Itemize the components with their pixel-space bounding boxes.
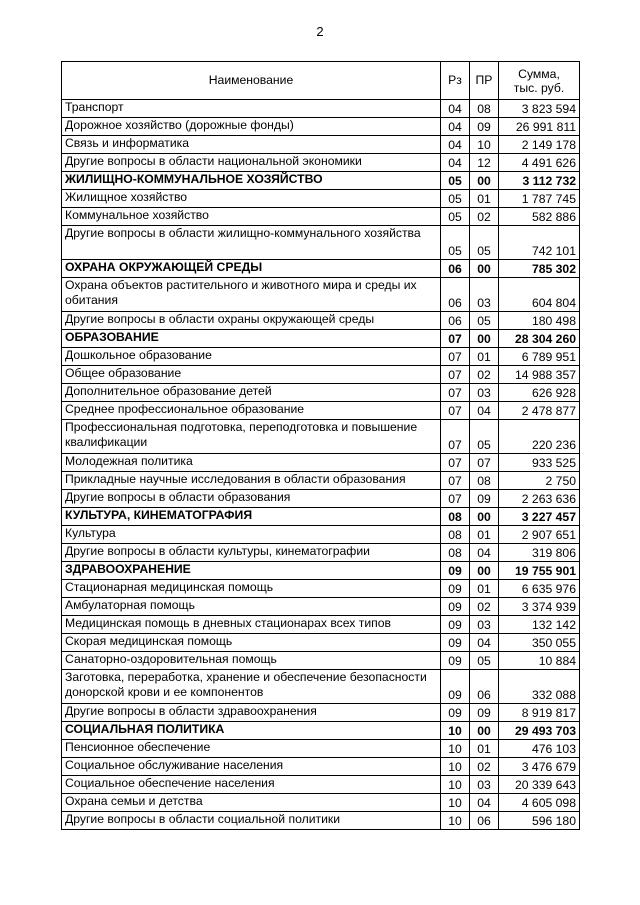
row-rz: 04 [441, 100, 470, 118]
row-amount: 476 103 [499, 740, 580, 758]
row-amount: 332 088 [499, 670, 580, 704]
table-row [62, 616, 580, 634]
row-name: Другие вопросы в области охраны окружающей среды [62, 312, 441, 330]
table-row [62, 758, 580, 776]
header-rz: Рз [441, 62, 470, 100]
row-amount: 29 493 703 [499, 722, 580, 740]
row-amount: 626 928 [499, 384, 580, 402]
row-name: Социальное обеспечение населения [62, 776, 441, 794]
row-name: Стационарная медицинская помощь [62, 580, 441, 598]
row-amount: 19 755 901 [499, 562, 580, 580]
row-amount: 26 991 811 [499, 118, 580, 136]
table-row [62, 278, 580, 312]
row-pr: 05 [470, 652, 499, 670]
row-name: Другие вопросы в области культуры, кинематографии [62, 544, 441, 562]
row-amount: 319 806 [499, 544, 580, 562]
row-pr: 00 [470, 508, 499, 526]
row-pr: 06 [470, 812, 499, 830]
row-pr: 00 [470, 562, 499, 580]
row-name: ОХРАНА ОКРУЖАЮЩЕЙ СРЕДЫ [62, 260, 441, 278]
table-row [62, 226, 580, 260]
section-row [62, 508, 580, 526]
header-sum-line1: Сумма, [518, 66, 560, 81]
row-name: СОЦИАЛЬНАЯ ПОЛИТИКА [62, 722, 441, 740]
section-row [62, 562, 580, 580]
row-pr: 06 [470, 670, 499, 704]
row-name: Санаторно-оздоровительная помощь [62, 652, 441, 670]
row-pr: 01 [470, 190, 499, 208]
row-pr: 03 [470, 278, 499, 312]
row-name: Другие вопросы в области здравоохранения [62, 704, 441, 722]
row-amount: 4 605 098 [499, 794, 580, 812]
row-pr: 05 [470, 420, 499, 454]
row-name: Охрана семьи и детства [62, 794, 441, 812]
row-rz: 04 [441, 154, 470, 172]
row-amount: 2 907 651 [499, 526, 580, 544]
row-amount: 6 635 976 [499, 580, 580, 598]
row-pr: 01 [470, 348, 499, 366]
row-rz: 06 [441, 312, 470, 330]
row-amount: 3 374 939 [499, 598, 580, 616]
row-rz: 07 [441, 472, 470, 490]
row-name: Другие вопросы в области жилищно-коммунального хозяйства [62, 226, 441, 260]
row-rz: 05 [441, 190, 470, 208]
row-amount: 1 787 745 [499, 190, 580, 208]
row-name: Дорожное хозяйство (дорожные фонды) [62, 118, 441, 136]
table-row [62, 490, 580, 508]
row-pr: 02 [470, 758, 499, 776]
row-amount: 785 302 [499, 260, 580, 278]
row-pr: 01 [470, 740, 499, 758]
row-name: Транспорт [62, 100, 441, 118]
table-row [62, 402, 580, 420]
row-amount: 180 498 [499, 312, 580, 330]
row-pr: 03 [470, 776, 499, 794]
row-pr: 09 [470, 490, 499, 508]
row-amount: 2 263 636 [499, 490, 580, 508]
table-row [62, 598, 580, 616]
row-name: Коммунальное хозяйство [62, 208, 441, 226]
row-name: ЗДРАВООХРАНЕНИЕ [62, 562, 441, 580]
row-pr: 04 [470, 402, 499, 420]
row-rz: 08 [441, 508, 470, 526]
table-row [62, 454, 580, 472]
row-rz: 05 [441, 172, 470, 190]
table-row [62, 526, 580, 544]
row-rz: 05 [441, 208, 470, 226]
row-rz: 04 [441, 136, 470, 154]
row-pr: 09 [470, 704, 499, 722]
row-rz: 07 [441, 402, 470, 420]
row-name: Молодежная политика [62, 454, 441, 472]
row-rz: 07 [441, 348, 470, 366]
row-pr: 00 [470, 722, 499, 740]
table-row [62, 472, 580, 490]
table-row [62, 366, 580, 384]
row-rz: 09 [441, 562, 470, 580]
row-name: Другие вопросы в области образования [62, 490, 441, 508]
row-amount: 220 236 [499, 420, 580, 454]
page-number: 2 [316, 24, 324, 39]
row-amount: 933 525 [499, 454, 580, 472]
row-pr: 04 [470, 544, 499, 562]
row-amount: 742 101 [499, 226, 580, 260]
row-rz: 09 [441, 616, 470, 634]
row-name: Профессиональная подготовка, переподготовка и повышение квалификации [62, 420, 441, 454]
section-row [62, 260, 580, 278]
row-pr: 04 [470, 634, 499, 652]
row-name: Дошкольное образование [62, 348, 441, 366]
row-rz: 07 [441, 384, 470, 402]
table-row [62, 118, 580, 136]
row-name: Пенсионное обеспечение [62, 740, 441, 758]
row-pr: 08 [470, 100, 499, 118]
row-rz: 05 [441, 226, 470, 260]
row-rz: 09 [441, 652, 470, 670]
table-row [62, 544, 580, 562]
row-rz: 06 [441, 278, 470, 312]
row-rz: 07 [441, 420, 470, 454]
row-amount: 6 789 951 [499, 348, 580, 366]
row-name: Заготовка, переработка, хранение и обеспечение безопасности донорской крови и ее компонентов [62, 670, 441, 704]
row-pr: 00 [470, 330, 499, 348]
row-rz: 07 [441, 490, 470, 508]
row-name: Охрана объектов растительного и животного мира и среды их обитания [62, 278, 441, 312]
row-rz: 07 [441, 366, 470, 384]
row-rz: 08 [441, 544, 470, 562]
row-name: Социальное обслуживание населения [62, 758, 441, 776]
row-amount: 8 919 817 [499, 704, 580, 722]
row-rz: 10 [441, 812, 470, 830]
row-rz: 10 [441, 722, 470, 740]
table-row [62, 740, 580, 758]
table-row [62, 670, 580, 704]
table-row [62, 100, 580, 118]
row-name: Скорая медицинская помощь [62, 634, 441, 652]
row-amount: 20 339 643 [499, 776, 580, 794]
table-row [62, 420, 580, 454]
row-pr: 04 [470, 794, 499, 812]
row-pr: 02 [470, 366, 499, 384]
row-pr: 02 [470, 208, 499, 226]
row-amount: 3 823 594 [499, 100, 580, 118]
row-name: Среднее профессиональное образование [62, 402, 441, 420]
row-name: Культура [62, 526, 441, 544]
row-pr: 01 [470, 526, 499, 544]
table-row [62, 190, 580, 208]
row-pr: 05 [470, 226, 499, 260]
budget-table [61, 61, 580, 830]
section-row [62, 330, 580, 348]
row-amount: 350 055 [499, 634, 580, 652]
row-name: Общее образование [62, 366, 441, 384]
row-name: Другие вопросы в области социальной политики [62, 812, 441, 830]
row-amount: 3 476 679 [499, 758, 580, 776]
row-name: Дополнительное образование детей [62, 384, 441, 402]
row-amount: 10 884 [499, 652, 580, 670]
row-rz: 09 [441, 634, 470, 652]
row-name: ОБРАЗОВАНИЕ [62, 330, 441, 348]
table-row [62, 812, 580, 830]
row-pr: 05 [470, 312, 499, 330]
row-amount: 132 142 [499, 616, 580, 634]
row-name: Связь и информатика [62, 136, 441, 154]
table-row [62, 634, 580, 652]
table-body [62, 100, 580, 830]
table-row [62, 384, 580, 402]
row-name: Медицинская помощь в дневных стационарах всех типов [62, 616, 441, 634]
row-amount: 28 304 260 [499, 330, 580, 348]
table-row [62, 154, 580, 172]
row-pr: 00 [470, 260, 499, 278]
row-pr: 07 [470, 454, 499, 472]
header-sum [499, 62, 580, 100]
row-name: КУЛЬТУРА, КИНЕМАТОГРАФИЯ [62, 508, 441, 526]
row-rz: 10 [441, 758, 470, 776]
row-amount: 4 491 626 [499, 154, 580, 172]
row-rz: 10 [441, 794, 470, 812]
row-pr: 01 [470, 580, 499, 598]
row-amount: 14 988 357 [499, 366, 580, 384]
row-amount: 596 180 [499, 812, 580, 830]
row-rz: 09 [441, 580, 470, 598]
table-row [62, 580, 580, 598]
row-name: ЖИЛИЩНО-КОММУНАЛЬНОЕ ХОЗЯЙСТВО [62, 172, 441, 190]
row-pr: 12 [470, 154, 499, 172]
row-name: Амбулаторная помощь [62, 598, 441, 616]
row-rz: 10 [441, 776, 470, 794]
row-name: Прикладные научные исследования в области образования [62, 472, 441, 490]
row-rz: 09 [441, 670, 470, 704]
row-pr: 00 [470, 172, 499, 190]
table-header-row [62, 62, 580, 100]
row-rz: 09 [441, 704, 470, 722]
table-row [62, 652, 580, 670]
row-rz: 09 [441, 598, 470, 616]
header-pr: ПР [470, 62, 499, 100]
table-row [62, 704, 580, 722]
row-amount: 3 227 457 [499, 508, 580, 526]
table-row [62, 208, 580, 226]
row-rz: 10 [441, 740, 470, 758]
row-pr: 03 [470, 616, 499, 634]
row-rz: 04 [441, 118, 470, 136]
row-name: Другие вопросы в области национальной экономики [62, 154, 441, 172]
row-pr: 02 [470, 598, 499, 616]
section-row [62, 172, 580, 190]
row-pr: 03 [470, 384, 499, 402]
row-pr: 10 [470, 136, 499, 154]
table-row [62, 348, 580, 366]
row-rz: 06 [441, 260, 470, 278]
row-amount: 582 886 [499, 208, 580, 226]
table-row [62, 794, 580, 812]
section-row [62, 722, 580, 740]
row-amount: 3 112 732 [499, 172, 580, 190]
row-amount: 604 804 [499, 278, 580, 312]
header-sum-line2: тыс. руб. [513, 80, 565, 95]
row-pr: 08 [470, 472, 499, 490]
row-rz: 08 [441, 526, 470, 544]
row-name: Жилищное хозяйство [62, 190, 441, 208]
table-row [62, 312, 580, 330]
row-rz: 07 [441, 454, 470, 472]
row-pr: 09 [470, 118, 499, 136]
row-rz: 07 [441, 330, 470, 348]
row-amount: 2 750 [499, 472, 580, 490]
header-name: Наименование [62, 62, 441, 100]
row-amount: 2 478 877 [499, 402, 580, 420]
table-row [62, 776, 580, 794]
row-amount: 2 149 178 [499, 136, 580, 154]
table-row [62, 136, 580, 154]
